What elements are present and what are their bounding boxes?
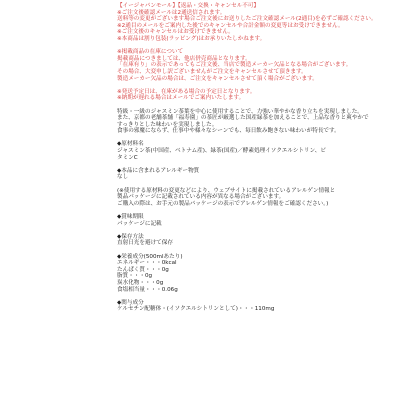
nutrition-row: たんぱく質・・・0g [117,266,169,273]
notice-line: ※ご注文後のキャンセルはお受けできません。 [117,29,234,36]
section-heading: ◆本品に含まれるアレルギー物質 [117,167,200,174]
best-before-section [117,214,317,227]
allergen-section [117,168,317,181]
section-heading: ◆栄養成分(500mlあたり) [117,253,183,260]
allergen-note-section [117,187,336,208]
spacer [117,161,317,168]
allergen-value: なし [117,174,129,181]
stock-notice-line: 「在庫有り」の表示であってもご注文後、当店で製造メーカー欠品となる場合がございます。 [117,62,352,69]
allergen-note-line: 製品パッケージに記載されている内容が異なる場合がございます。 [117,194,285,201]
product-description-section [117,108,369,135]
functional-ingredient-section [117,300,317,313]
spacer [117,227,317,234]
purchase-notice-section [117,3,377,43]
stock-notice-line: ※掲載商品の在庫について [117,49,184,56]
notice-line: ※ご注文後確認メールは2通送信されます。 [117,9,226,16]
ingredients-line: タミンC [117,154,138,161]
spacer [117,207,317,214]
delivery-notice-line: ※納期が遅れる場合はメールでご案内いたします。 [117,95,245,102]
section-heading: ◆保存方法 [117,233,144,240]
description-line: すっきりとした味わいを実現しました。 [117,121,218,128]
stock-notice-line: 製造メーカー欠品の場合は、ご注文をキャンセルさせて頂く場合がございます。 [117,75,318,82]
ingredients-section [117,141,326,161]
storage-section [117,234,317,247]
description-line: 特級・一級のジャスミン茶葉を中心に使用することで、力強い華やかな香り立ちを実現しました。 [117,108,363,115]
stock-notice-section [117,49,352,82]
stock-notice-line: その場合、大変申し訳ございませんがご注文をキャンセルさせて頂きます。 [117,68,307,75]
section-heading: ◆関与成分 [117,299,144,306]
section-heading: ◆賞味期限 [117,214,144,220]
best-before-value: パッケージに記載 [117,220,162,227]
storage-value: 直射日光を避けて保存 [117,240,173,247]
nutrition-row: エネルギー・・・0kcal [117,260,177,267]
functional-ingredient-value: ケルセチン配糖体・(イソクエルシトリンとして)・・・110mg [117,306,275,313]
spacer [117,135,317,142]
description-line: 食事の邪魔にならず、仕事中や様々なシーンでも、毎日飲み飽きない味わいが特長です。 [117,128,340,135]
spacer [117,293,317,300]
description-line: また、京都の老舗茶舗「福寿園」の茶匠が厳選した国産緑茶を加えることで、上品な香りと爽やかで [117,115,369,122]
notice-line: ※本商品は割り包装(ラッピング)はお承りいたしかねます。 [117,35,266,42]
product-description-document [117,3,377,313]
nutrition-section [117,254,317,294]
allergen-note-line: (※使用する原材料の変更などにより、ウェブサイトに掲載されているアレルゲン情報と [117,187,336,194]
section-heading: ◆原材料名 [117,141,144,148]
nutrition-row: 炭水化物・・・0g [117,279,164,286]
spacer [117,102,317,109]
notice-line: ※2通目のメールをご案内した後でのキャンセルや合計金額の変更等はお受けできません。 [117,22,344,29]
spacer [117,181,317,188]
allergen-note-line: ご購入の際は、お手元の製品パッケージの表示でアレルゲン情報をご確認ください。) [117,200,329,207]
nutrition-row: 脂質・・・0g [117,273,153,280]
delivery-notice-line: ※発送予定日は、在庫がある場合の予定日となります。 [117,88,256,95]
spacer [117,247,317,254]
stock-notice-line: 掲載商品につきましては、他店併売商品となります。 [117,55,251,62]
spacer [117,82,317,89]
ingredients-line: ジャスミン茶(中国産、ベトナム産)、緑茶(国産)／酵素処理イソクエルシトリン、ビ [117,148,326,155]
nutrition-row: 食塩相当量・・・0.06g [117,286,178,293]
notice-line: 送料等の変更がございます場合ご注文後にお送りしたご注文確認メール(2通目)を必ずご確認ください。 [117,16,377,23]
delivery-notice-section [117,89,317,102]
notice-line: 【イージャパンモール】【返品・交換・キャンセル不可】 [117,3,260,9]
